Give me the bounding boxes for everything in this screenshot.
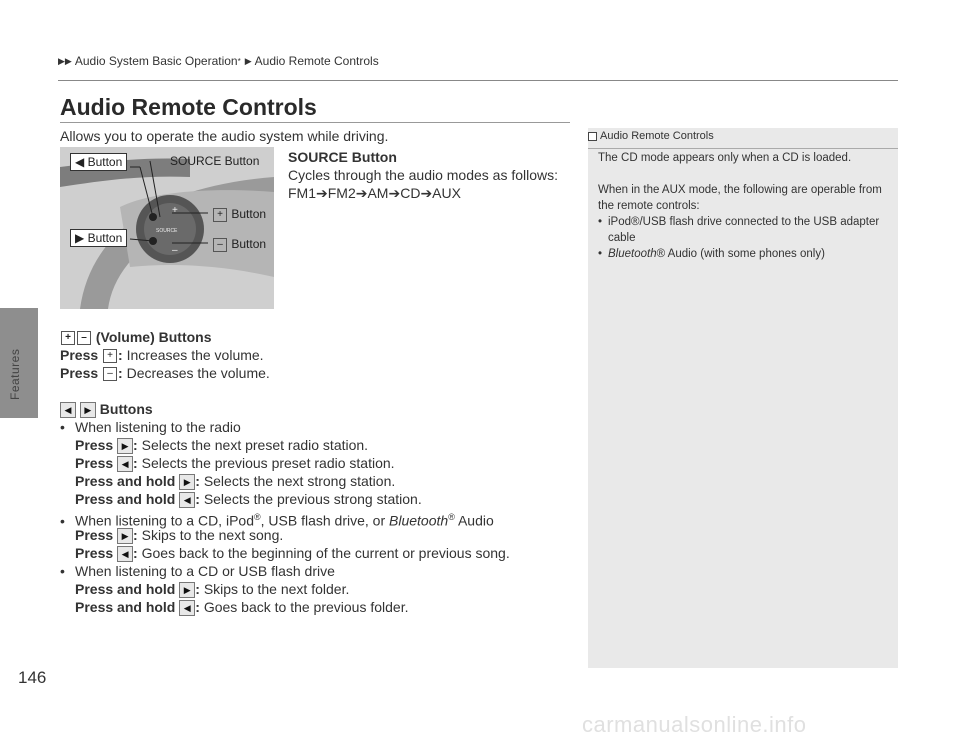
list-item: Press and hold ▶ : Skips to the next folder. — [75, 581, 350, 597]
breadcrumb-arrow-icon: ▶ — [244, 55, 252, 66]
left-arrow-icon: ◀ — [75, 155, 85, 169]
plus-button-callout: + Button — [208, 206, 270, 223]
left-arrow-icon: ◀ — [117, 546, 133, 562]
notes-bullet2: • Bluetooth® Audio (with some phones only) — [598, 248, 825, 260]
minus-key-icon: – — [103, 367, 117, 381]
plus-key-icon: + — [61, 331, 75, 345]
right-arrow-icon: ▶ — [75, 231, 85, 245]
volume-heading: + – (Volume) Buttons — [60, 328, 570, 346]
note-marker-icon — [588, 132, 597, 141]
notes-body — [598, 150, 890, 262]
right-button-callout: ▶ Button — [70, 229, 127, 247]
section-label: Features — [8, 348, 22, 400]
list-item: Press ▶ : Skips to the next song. — [75, 527, 284, 543]
page-title: Audio Remote Controls — [60, 94, 317, 120]
right-arrow-icon: ▶ — [179, 474, 195, 490]
left-arrow-icon: ◀ — [117, 456, 133, 472]
list-item: • When listening to a CD or USB flash drive — [60, 563, 335, 579]
list-item: • When listening to the radio — [60, 419, 241, 435]
notes-p2: When in the AUX mode, the following are operable from the remote controls: — [598, 184, 882, 212]
left-arrow-icon: ◀ — [179, 492, 195, 508]
list-item: Press ▶ : Selects the next preset radio station. — [75, 437, 369, 453]
arrows-heading: ◀ ▶ Buttons — [60, 400, 570, 418]
left-arrow-icon: ◀ — [60, 402, 76, 418]
steering-wheel-illustration — [60, 147, 274, 309]
breadcrumb-asterisk: * — [237, 56, 241, 66]
minus-key-icon: – — [77, 331, 91, 345]
plus-key-icon: + — [213, 208, 227, 222]
volume-plus-line: Press + : Increases the volume. — [60, 347, 264, 363]
watermark: carmanualsonline.info — [582, 712, 807, 737]
list-item: • When listening to a CD, iPod®, USB flash drive, or Bluetooth® Audio — [60, 512, 494, 529]
arrow-right-icon: ➔ — [388, 185, 401, 201]
intro-text: Allows you to operate the audio system while driving. — [60, 128, 389, 144]
source-button-callout: SOURCE Button — [170, 154, 260, 168]
list-item: Press ◀ : Selects the previous preset radio station. — [75, 455, 395, 471]
breadcrumb-part1[interactable]: Audio System Basic Operation — [74, 54, 238, 68]
notes-p1: The CD mode appears only when a CD is loaded. — [598, 152, 852, 164]
breadcrumb-part2: Audio Remote Controls — [254, 54, 379, 68]
notes-heading: Audio Remote Controls — [588, 130, 898, 149]
svg-text:+: + — [172, 205, 178, 216]
notes-panel — [588, 128, 898, 668]
right-arrow-icon: ▶ — [179, 582, 195, 598]
breadcrumb-arrow-icon: ▶▶ — [58, 55, 72, 66]
breadcrumb — [58, 54, 379, 68]
list-item: Press and hold ◀ : Goes back to the previous folder. — [75, 599, 409, 615]
right-arrow-icon: ▶ — [117, 528, 133, 544]
svg-text:–: – — [172, 245, 178, 256]
minus-key-icon: – — [213, 238, 227, 252]
list-item: Press and hold ▶ : Selects the next strong station. — [75, 473, 396, 489]
notes-bullet1: • iPod®/USB flash drive connected to the USB adapter cable — [598, 216, 880, 244]
source-button-section — [288, 148, 558, 202]
steering-wheel-icon — [60, 147, 274, 309]
right-arrow-icon: ▶ — [117, 438, 133, 454]
wheel-source-text: SOURCE — [156, 228, 178, 234]
minus-button-callout: – Button — [208, 236, 270, 253]
plus-key-icon: + — [103, 349, 117, 363]
source-modes: FM1➔FM2➔AM➔CD➔AUX — [288, 185, 461, 201]
list-item: Press ◀ : Goes back to the beginning of the current or previous song. — [75, 545, 510, 561]
list-item: Press and hold ◀ : Selects the previous strong station. — [75, 491, 422, 507]
right-arrow-icon: ▶ — [80, 402, 96, 418]
left-arrow-icon: ◀ — [179, 600, 195, 616]
arrow-right-icon: ➔ — [355, 185, 368, 201]
header-rule — [58, 80, 898, 81]
source-heading: SOURCE Button — [288, 149, 397, 165]
title-rule — [60, 122, 570, 123]
volume-minus-line: Press – : Decreases the volume. — [60, 365, 270, 381]
source-description: Cycles through the audio modes as follows: — [288, 167, 559, 183]
arrow-right-icon: ➔ — [316, 185, 328, 201]
left-button-callout: ◀ Button — [70, 153, 127, 171]
main-content — [60, 328, 570, 616]
arrow-right-icon: ➔ — [420, 185, 433, 201]
page-number: 146 — [18, 668, 47, 687]
